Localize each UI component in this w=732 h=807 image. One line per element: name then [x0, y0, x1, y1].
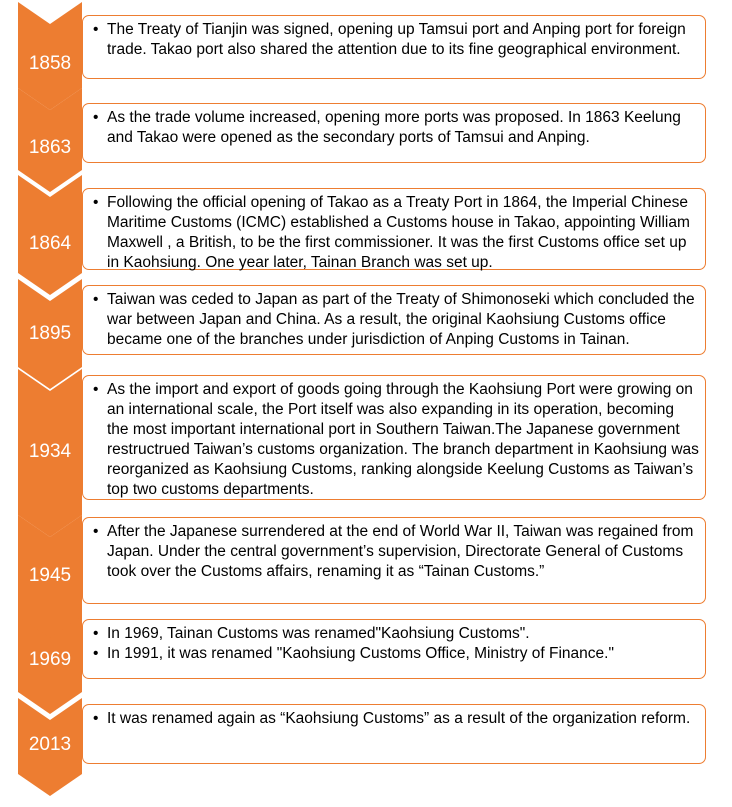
bullet-dot-icon: • — [93, 381, 99, 398]
event-bullet-list — [91, 522, 699, 582]
bullet-dot-icon: • — [93, 291, 99, 308]
event-bullet-item — [91, 20, 699, 60]
bullet-dot-icon: • — [93, 109, 99, 126]
bullet-dot-icon: • — [93, 523, 99, 540]
event-bullet-item — [91, 624, 699, 644]
event-text: After the Japanese surrendered at the end of World War II, Taiwan was regained from Japan. Under the central government’s supervision, Directorate General of Customs took over the Customs affairs, renaming it as “Tainan Customs.” — [107, 523, 694, 580]
event-text: As the trade volume increased, opening more ports was proposed. In 1863 Keelung and Takao were opened as the secondary ports of Tamsui and Anping. — [107, 109, 681, 146]
event-description-box — [82, 103, 706, 163]
event-text: As the import and export of goods going through the Kaohsiung Port were growing on an international scale, the Port itself was also expanding in its operation, becoming the most important international port in Southern Taiwan.The Japanese government restructrued Taiwan’s customs organization. The branch department in Kaohsiung was reorganized as Kaohsiung Customs, ranking alongside Keelung Customs as Taiwan’s top two customs departments. — [107, 381, 699, 498]
event-bullet-item — [91, 644, 699, 664]
event-description-box — [82, 704, 706, 764]
event-bullet-list — [91, 20, 699, 60]
event-bullet-list — [91, 380, 699, 500]
chevron-arrow-shape — [18, 175, 82, 295]
event-bullet-list — [91, 624, 699, 664]
event-description-box — [82, 375, 706, 500]
event-text: It was renamed again as “Kaohsiung Customs” as a result of the organization reform. — [107, 710, 691, 727]
event-text: The Treaty of Tianjin was signed, opening up Tamsui port and Anping port for foreign trade. Takao port also shared the attention due to its fine geographical environment. — [107, 21, 686, 58]
event-bullet-item — [91, 522, 699, 582]
event-bullet-list — [91, 709, 699, 729]
year-label: 1864 — [28, 233, 72, 254]
bullet-dot-icon: • — [93, 625, 99, 642]
year-label: 1969 — [28, 649, 72, 670]
year-label: 1945 — [28, 565, 72, 586]
event-description-box — [82, 188, 706, 270]
year-label: 1858 — [28, 53, 72, 74]
event-text: In 1991, it was renamed "Kaohsiung Customs Office, Ministry of Finance." — [107, 645, 614, 662]
bullet-dot-icon: • — [93, 194, 99, 211]
year-label: 2013 — [28, 734, 72, 755]
event-bullet-list — [91, 290, 699, 350]
event-bullet-list — [91, 108, 699, 148]
event-bullet-item — [91, 380, 699, 500]
event-text: In 1969, Tainan Customs was renamed"Kaohsiung Customs". — [107, 625, 530, 642]
event-text: Taiwan was ceded to Japan as part of the Treaty of Shimonoseki which concluded the war between Japan and China. As a result, the original Kaohsiung Customs office became one of the branches under jurisdiction of Anping Customs in Tainan. — [107, 291, 695, 348]
event-description-box — [82, 285, 706, 355]
year-label: 1934 — [28, 441, 72, 462]
bullet-dot-icon: • — [93, 645, 99, 662]
event-bullet-list — [91, 193, 699, 273]
bullet-dot-icon: • — [93, 710, 99, 727]
year-label: 1895 — [28, 323, 72, 344]
event-description-box — [82, 517, 706, 604]
chevron-arrow-shape — [18, 698, 82, 796]
event-text: Following the official opening of Takao as a Treaty Port in 1864, the Imperial Chinese Maritime Customs (ICMC) established a Customs house in Takao, appointing William Maxwell , a British, to be the first commissioner. It was the first Customs office set up in Kaohsiung. One year later, Tainan Branch was set up. — [107, 194, 690, 271]
event-bullet-item — [91, 193, 699, 273]
event-bullet-item — [91, 290, 699, 350]
event-bullet-item — [91, 108, 699, 148]
event-bullet-item — [91, 709, 699, 729]
chevron-arrow-shape — [18, 369, 82, 537]
event-description-box — [82, 619, 706, 679]
bullet-dot-icon: • — [93, 21, 99, 38]
event-description-box — [82, 15, 706, 79]
year-label: 1863 — [28, 137, 72, 158]
